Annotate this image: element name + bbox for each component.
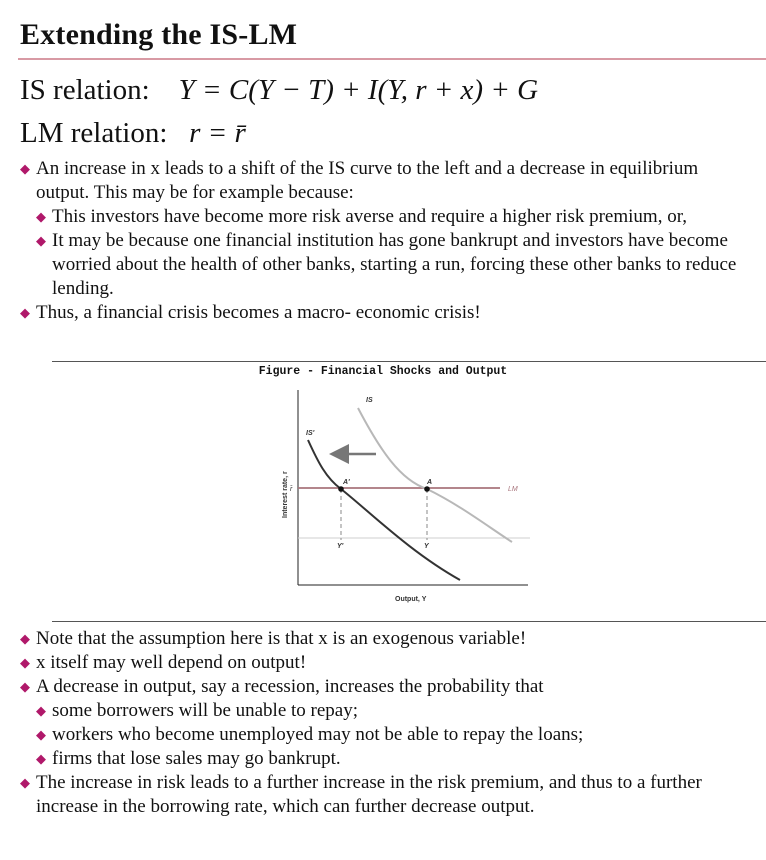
bullet-item: ◆ Note that the assumption here is that x is an exogenous variable! — [20, 628, 527, 649]
bullet-item: ◆ workers who become unemployed may not be able to repay the loans; — [36, 724, 584, 745]
bullet-marker-icon: ◆ — [20, 679, 30, 694]
point-a-label: A — [427, 479, 433, 486]
point-a-prime-label: A' — [343, 479, 350, 486]
bullet-marker-icon: ◆ — [36, 703, 46, 718]
bullet-marker-icon: ◆ — [20, 631, 30, 646]
bullet-marker-icon: ◆ — [36, 233, 46, 248]
figure-caption: Figure - Financial Shocks and Output — [258, 365, 508, 378]
is-prime-label: IS' — [306, 430, 315, 437]
bullet-marker-icon: ◆ — [36, 751, 46, 766]
bullet-item: ◆ some borrowers will be unable to repay; — [36, 700, 359, 721]
bullet-list-bottom — [20, 627, 750, 819]
bullet-marker-icon: ◆ — [20, 305, 30, 320]
bullet-marker-icon: ◆ — [36, 209, 46, 224]
figure-bottom-rule — [52, 621, 766, 622]
bullet-item: ◆ A decrease in output, say a recession, increases the probability that — [20, 676, 544, 697]
lm-relation-label: LM relation: — [20, 117, 168, 149]
bullet-item: ◆ The increase in risk leads to a further increase in the risk premium, and thus to a further increase in the borrowing rate, which can further decrease output. — [20, 772, 702, 817]
y-axis-label: Interest rate, r — [282, 471, 289, 518]
point-a — [424, 486, 430, 492]
bullet-item: ◆ An increase in x leads to a shift of the IS curve to the left and a decrease in equilibrium output. This may be for example because: — [20, 158, 699, 203]
lm-relation-equation: r = r̄ — [189, 117, 246, 149]
bullet-marker-icon: ◆ — [20, 655, 30, 670]
is-prime-curve — [308, 440, 460, 580]
bullet-item: ◆ Thus, a financial crisis becomes a macro- economic crisis! — [20, 302, 481, 323]
bullet-item: ◆ This investors have become more risk averse and require a higher risk premium, or, — [36, 206, 688, 227]
x-axis-label: Output, Y — [395, 596, 427, 603]
y-label: Y — [424, 543, 429, 550]
bullet-item: ◆ x itself may well depend on output! — [20, 652, 307, 673]
bullet-marker-icon: ◆ — [20, 775, 30, 790]
bullet-marker-icon: ◆ — [20, 161, 30, 176]
bullet-item: ◆ firms that lose sales may go bankrupt. — [36, 748, 341, 769]
page-title: Extending the IS-LM — [20, 18, 298, 51]
bullet-item: ◆ It may be because one financial institution has gone bankrupt and investors have become worried about the health of other banks, starting a run, forcing these other banks to reduce lending. — [36, 230, 737, 299]
r-bar-label: r̄ — [290, 486, 293, 493]
point-a-prime — [338, 486, 344, 492]
lm-label: LM — [508, 486, 518, 493]
bullet-marker-icon: ◆ — [36, 727, 46, 742]
is-relation-equation: Y = C(Y − T) + I(Y, r + x) + G — [178, 74, 539, 106]
y-prime-label: Y' — [337, 543, 344, 550]
is-relation-label: IS relation: — [20, 74, 150, 106]
is-label: IS — [366, 397, 373, 404]
